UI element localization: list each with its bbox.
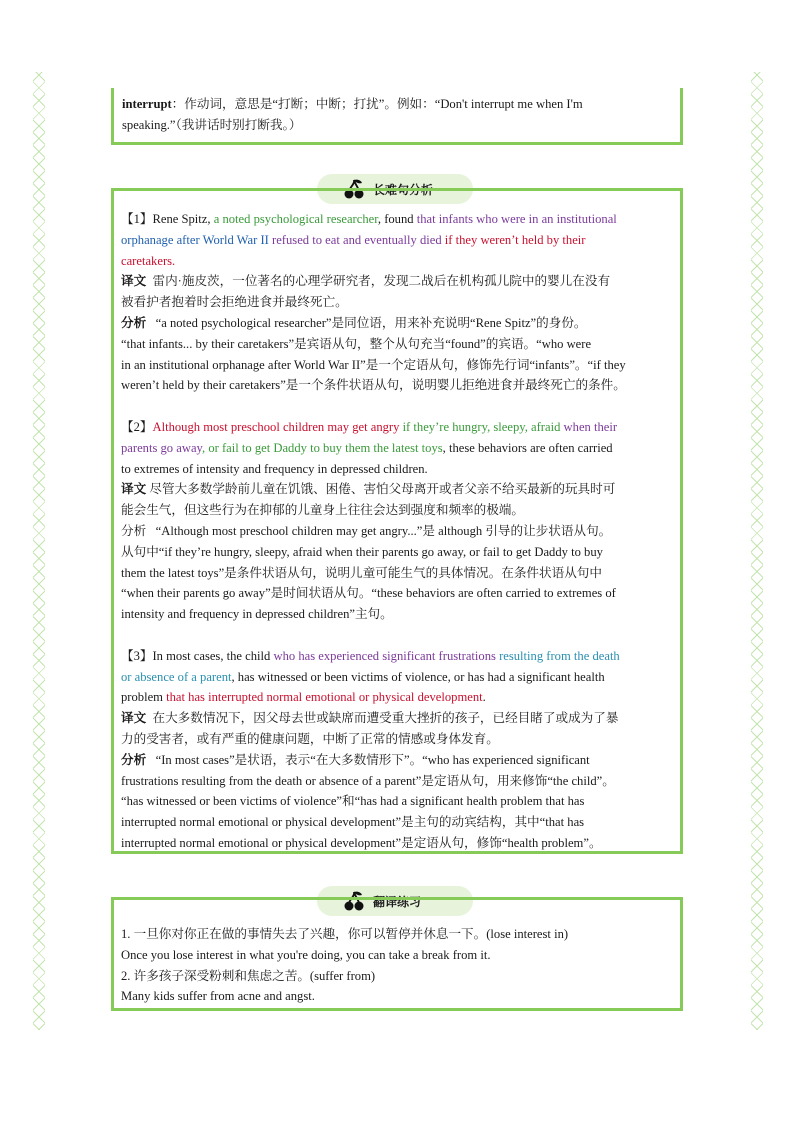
right-decorative-strip — [751, 72, 763, 1030]
left-decorative-strip — [33, 72, 45, 1030]
analysis-box — [111, 188, 683, 854]
practice-question-1: 1. 一旦你对你正在做的事情失去了兴趣，你可以暂停并休息一下。(lose interest in) — [121, 927, 569, 941]
s1-line-1: 【1】Rene Spitz, a noted psychological researcher, found that infants who were in an institutional — [121, 212, 617, 226]
s2-line-2: parents go away, or fail to get Daddy to buy them the latest toys, these behaviors are often carried — [121, 440, 613, 455]
s1-translation-1: 译文 雷内·施皮茨，一位著名的心理学研究者，发现二战后在机构孤儿院中的婴儿在没有 — [121, 274, 611, 289]
s2-analysis-2: 从句中“if they’re hungry, sleepy, afraid when their parents go away, or fail to get Daddy to buy — [121, 544, 603, 559]
s3-analysis-4: interrupted normal emotional or physical development”是主句的动宾结构，其中“that has — [121, 815, 585, 830]
s1-analysis-3: in an institutional orphanage after World War II”是一个定语从句，修饰先行词“infants”。“if they — [121, 357, 626, 372]
section-title: 长难句分析 — [373, 182, 434, 197]
s2-analysis-4: “when their parents go away”是时间状语从句。“these behaviors are often carried to extremes of — [121, 586, 616, 601]
s1-analysis-1: 分析 “a noted psychological researcher”是同位语，用来补充说明“Rene Spitz”的身份。 — [121, 315, 587, 330]
s2-line-1: 【2】Although most preschool children may get angry if they’re hungry, sleepy, afraid when their — [121, 419, 618, 434]
s2-analysis-1: 分析 “Although most preschool children may get angry...”是 although 引导的让步状语从句。 — [121, 523, 612, 538]
s3-line-1: 【3】In most cases, the child who has experienced significant frustrations resulting from the death — [121, 648, 620, 663]
s3-analysis-5: interrupted normal emotional or physical development”是定语从句，修饰“health problem”。 — [121, 835, 602, 850]
vocab-line-1: interrupt：作动词，意思是“打断；中断；打扰”。例如：“Don't interrupt me when I'm — [122, 97, 583, 111]
s3-analysis-3: “has witnessed or been victims of violence”和“has had a significant health problem that has — [121, 794, 585, 809]
practice-answer-1: Once you lose interest in what you're doing, you can take a break from it. — [121, 947, 491, 962]
practice-answer-2: Many kids suffer from acne and angst. — [121, 989, 315, 1004]
s3-line-3: problem that has interrupted normal emotional or physical development. — [121, 690, 486, 705]
s3-line-2: or absence of a parent, has witnessed or been victims of violence, or has had a significant health — [121, 669, 605, 684]
practice-box — [111, 897, 683, 1011]
section-title: 翻译练习 — [373, 894, 422, 909]
s3-analysis-1: 分析 “In most cases”是状语，表示“在大多数情形下”。“who has experienced significant — [121, 752, 590, 767]
s2-line-3: to extremes of intensity and frequency in depressed children. — [121, 461, 428, 476]
s1-line-3: caretakers. — [121, 253, 176, 268]
s1-analysis-4: weren’t held by their caretakers”是一个条件状语从句，说明婴儿拒绝进食并最终死亡的条件。 — [121, 378, 626, 393]
vocab-note-box — [111, 88, 683, 145]
s1-translation-2: 被看护者抱着时会拒绝进食并最终死亡。 — [121, 295, 348, 310]
s2-analysis-5: intensity and frequency in depressed children”主句。 — [121, 607, 393, 622]
s3-translation-1: 译文 在大多数情况下，因父母去世或缺席而遭受重大挫折的孩子，已经目睹了或成为了暴 — [121, 711, 619, 726]
practice-question-2: 2. 许多孩子深受粉刺和焦虑之苦。(suffer from) — [121, 968, 376, 983]
s2-analysis-3: them the latest toys”是条件状语从句，说明儿童可能生气的具体情况。在条件状语从句中 — [121, 565, 602, 580]
s1-analysis-2: “that infants... by their caretakers”是宾语从句，整个从句充当“found”的宾语。“who were — [121, 336, 592, 351]
vocab-line-2: speaking.”（我讲话时别打断我。） — [122, 117, 302, 132]
s3-analysis-2: frustrations resulting from the death or absence of a parent”是定语从句，用来修饰“the child”。 — [121, 773, 615, 788]
s1-line-2: orphanage after World War II refused to eat and eventually died if they weren’t held by their — [121, 232, 586, 247]
s2-translation-1: 译文 尽管大多数学龄前儿童在饥饿、困倦、害怕父母离开或者父亲不给买最新的玩具时可 — [121, 482, 616, 497]
s3-translation-2: 力的受害者，或有严重的健康问题，中断了正常的情感或身体发育。 — [121, 731, 499, 746]
s2-translation-2: 能会生气，但这些行为在抑郁的儿童身上往往会达到强度和频率的极端。 — [121, 503, 524, 518]
